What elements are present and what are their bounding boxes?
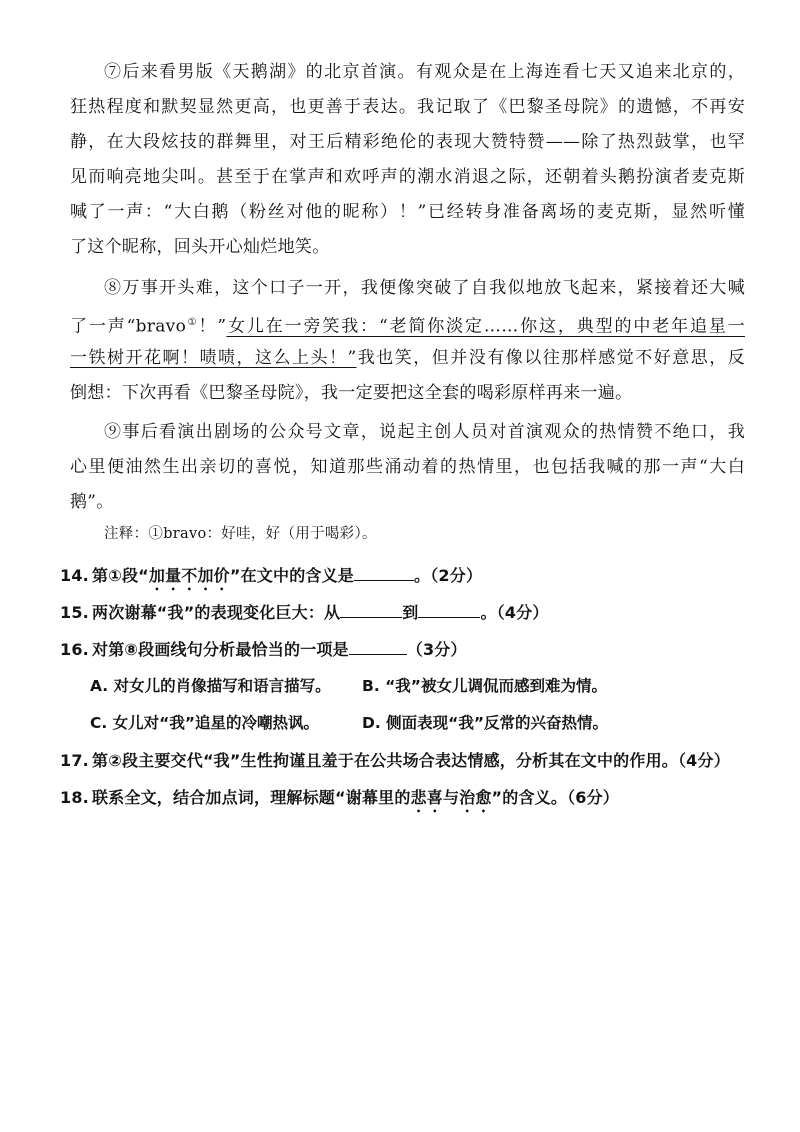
question-number: 16. <box>60 640 89 659</box>
paragraph-line: ⑦后来看男版《天鹅湖》的北京首演。有观众是在上海连看七天又追来北京的， <box>104 62 745 82</box>
option-c[interactable]: C. 女儿对“我”追星的冷嘲热讽。 <box>90 714 320 732</box>
question-text: 与 <box>442 788 460 807</box>
question-number: 17. <box>60 751 89 770</box>
paragraph-line: 鹅”。 <box>70 492 114 512</box>
option-a[interactable]: A. 对女儿的肖像描写和语言描写。 <box>90 677 331 695</box>
question-text: ”的含义。（6分） <box>491 788 619 807</box>
paragraph-line: ⑨事后看演出剧场的公众号文章，说起主创人员对首演观众的热情赞不绝口，我 <box>104 422 745 442</box>
text-segment: 我也笑，但并没有像以往那样感觉不好意思，反 <box>356 348 745 368</box>
paragraph-line: ⑧万事开头难，这个口子一开，我便像突破了自我似地放飞起来，紧接着还大喊 <box>104 278 745 298</box>
question-text: 两次谢幕“我”的表现变化巨大：从 <box>92 603 341 622</box>
option-b[interactable]: B. “我”被女儿调侃而感到难为情。 <box>362 677 607 695</box>
question-text: 第①段“ <box>92 566 149 585</box>
answer-blank[interactable] <box>418 603 480 618</box>
footnote-marker: ① <box>186 317 199 328</box>
dotted-word: 悲喜 <box>410 788 443 807</box>
paragraph-line <box>70 346 745 370</box>
question-text: 。（4分） <box>480 603 549 622</box>
question-16 <box>60 637 467 660</box>
question-number: 14. <box>60 566 89 585</box>
underlined-sentence: 一铁树开花啊！啧啧，这么上头！” <box>70 348 357 368</box>
footnote: 注释：①bravo：好哇，好（用于喝彩）。 <box>104 526 377 542</box>
text-segment: ！” <box>198 316 227 337</box>
question-text: ”在文中的含义是 <box>229 566 355 585</box>
answer-blank[interactable] <box>340 603 402 618</box>
question-number: 18. <box>60 788 89 807</box>
dotted-word: 治愈 <box>459 788 492 807</box>
dotted-phrase: 加量不加价 <box>148 566 230 585</box>
question-17 <box>60 748 730 771</box>
answer-blank[interactable] <box>354 566 414 581</box>
paragraph-line: 见而响亮地尖叫。甚至于在掌声和欢呼声的潮水消退之际，还朝着头鹅扮演者麦克斯 <box>70 167 745 187</box>
paragraph-line <box>70 311 745 339</box>
underlined-sentence: 女儿在一旁笑我：“老简你淡定……你这，典型的中老年追星一 <box>226 316 746 337</box>
paragraph-line: 了这个昵称，回头开心灿烂地笑。 <box>70 237 330 257</box>
paragraph-line: 喊了一声：“大白鹅（粉丝对他的昵称）！”已经转身准备离场的麦克斯，显然听懂 <box>70 202 745 222</box>
question-text: 第②段主要交代“我”生性拘谨且羞于在公共场合表达情感，分析其在文中的作用。（4分） <box>92 751 730 770</box>
question-18 <box>60 785 619 816</box>
paragraph-line: 静，在大段炫技的群舞里，对王后精彩绝伦的表现大赞特赞——除了热烈鼓掌，也罕 <box>70 132 745 152</box>
answer-blank[interactable] <box>349 640 407 655</box>
text-segment: 了一声“bravo <box>70 316 187 337</box>
question-15 <box>60 600 549 623</box>
paragraph-line: 倒想：下次再看《巴黎圣母院》，我一定要把这全套的喝彩原样再来一遍。 <box>70 383 633 403</box>
paragraph-line: 狂热程度和默契显然更高，也更善于表达。我记取了《巴黎圣母院》的遗憾，不再安 <box>70 97 745 117</box>
question-text: 对第⑧段画线句分析最恰当的一项是 <box>92 640 349 659</box>
paragraph-line: 心里便油然生出亲切的喜悦，知道那些涌动着的热情里，也包括我喊的那一声“大白 <box>70 457 745 477</box>
question-text: 。（2分） <box>414 566 483 585</box>
question-text: 到 <box>402 603 419 622</box>
question-text: 联系全文，结合加点词，理解标题“谢幕里的 <box>92 788 411 807</box>
question-number: 15. <box>60 603 89 622</box>
option-d[interactable]: D. 侧面表现“我”反常的兴奋热情。 <box>362 714 609 732</box>
question-text: （3分） <box>406 640 467 659</box>
question-14 <box>60 563 482 594</box>
